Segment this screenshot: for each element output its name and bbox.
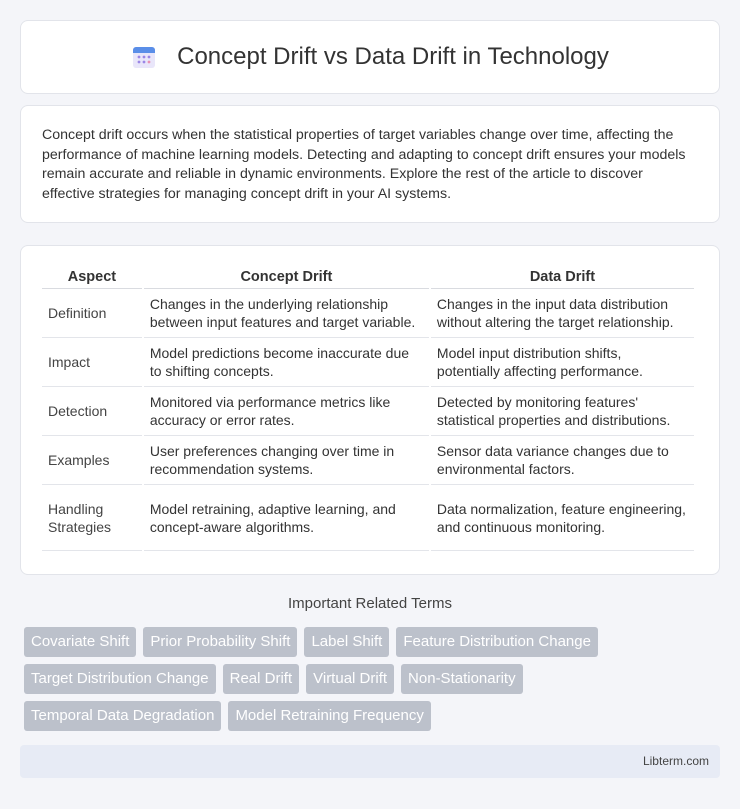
tag-model-retraining-frequency[interactable]: Model Retraining Frequency [228,701,430,731]
table-row [42,436,694,485]
calendar-icon [131,44,157,70]
row-aspect: Examples [42,436,142,485]
intro-paragraph: Concept drift occurs when the statistical properties of target variables change over time, affecting the performance of machine learning models. Detecting and adapting to concept drift ensures your models remain accurate and reliable in dynamic environments. Explore the rest of the article to discover effective strategies for managing concept drift in your AI systems. [42,127,686,202]
related-terms-list [24,627,724,738]
related-terms-title: Important Related Terms [288,595,452,612]
tag-label-shift[interactable]: Label Shift [304,627,389,657]
tag-virtual-drift[interactable]: Virtual Drift [306,664,394,694]
table-row [42,338,694,387]
row-data-drift: Detected by monitoring features' statistical properties and distributions. [431,387,694,436]
row-concept-drift: User preferences changing over time in recommendation systems. [144,436,429,485]
tag-row [24,701,724,731]
tag-non-stationarity[interactable]: Non-Stationarity [401,664,523,694]
tag-covariate-shift[interactable]: Covariate Shift [24,627,136,657]
row-concept-drift: Model retraining, adaptive learning, and concept-aware algorithms. [144,485,429,551]
page-title: Concept Drift vs Data Drift in Technology [177,43,609,70]
tag-real-drift[interactable]: Real Drift [223,664,300,694]
row-data-drift: Sensor data variance changes due to environmental factors. [431,436,694,485]
table-row [42,387,694,436]
tag-target-distribution-change[interactable]: Target Distribution Change [24,664,216,694]
table-header-row [42,265,694,289]
row-aspect: Detection [42,387,142,436]
row-aspect: Definition [42,289,142,338]
row-concept-drift: Changes in the underlying relationship between input features and target variable. [144,289,429,338]
footer-site-link[interactable]: Libterm.com [642,754,709,768]
row-aspect: Impact [42,338,142,387]
title-card [20,20,720,94]
row-aspect: Handling Strategies [42,485,142,551]
row-data-drift: Model input distribution shifts, potentially affecting performance. [431,338,694,387]
footer [20,745,720,778]
row-concept-drift: Monitored via performance metrics like accuracy or error rates. [144,387,429,436]
comparison-table-card [20,245,720,575]
intro-card [20,105,720,223]
header-data-drift: Data Drift [431,265,694,289]
tag-row [24,627,724,657]
tag-feature-distribution-change[interactable]: Feature Distribution Change [396,627,598,657]
tag-prior-probability-shift[interactable]: Prior Probability Shift [143,627,297,657]
header-aspect: Aspect [42,265,142,289]
header-concept-drift: Concept Drift [144,265,429,289]
row-data-drift: Data normalization, feature engineering, and continuous monitoring. [431,485,694,551]
tag-temporal-data-degradation[interactable]: Temporal Data Degradation [24,701,221,731]
tag-row [24,664,724,694]
table-row [42,485,694,551]
row-concept-drift: Model predictions become inaccurate due to shifting concepts. [144,338,429,387]
table-row [42,289,694,338]
row-data-drift: Changes in the input data distribution without altering the target relationship. [431,289,694,338]
comparison-table [40,265,696,551]
